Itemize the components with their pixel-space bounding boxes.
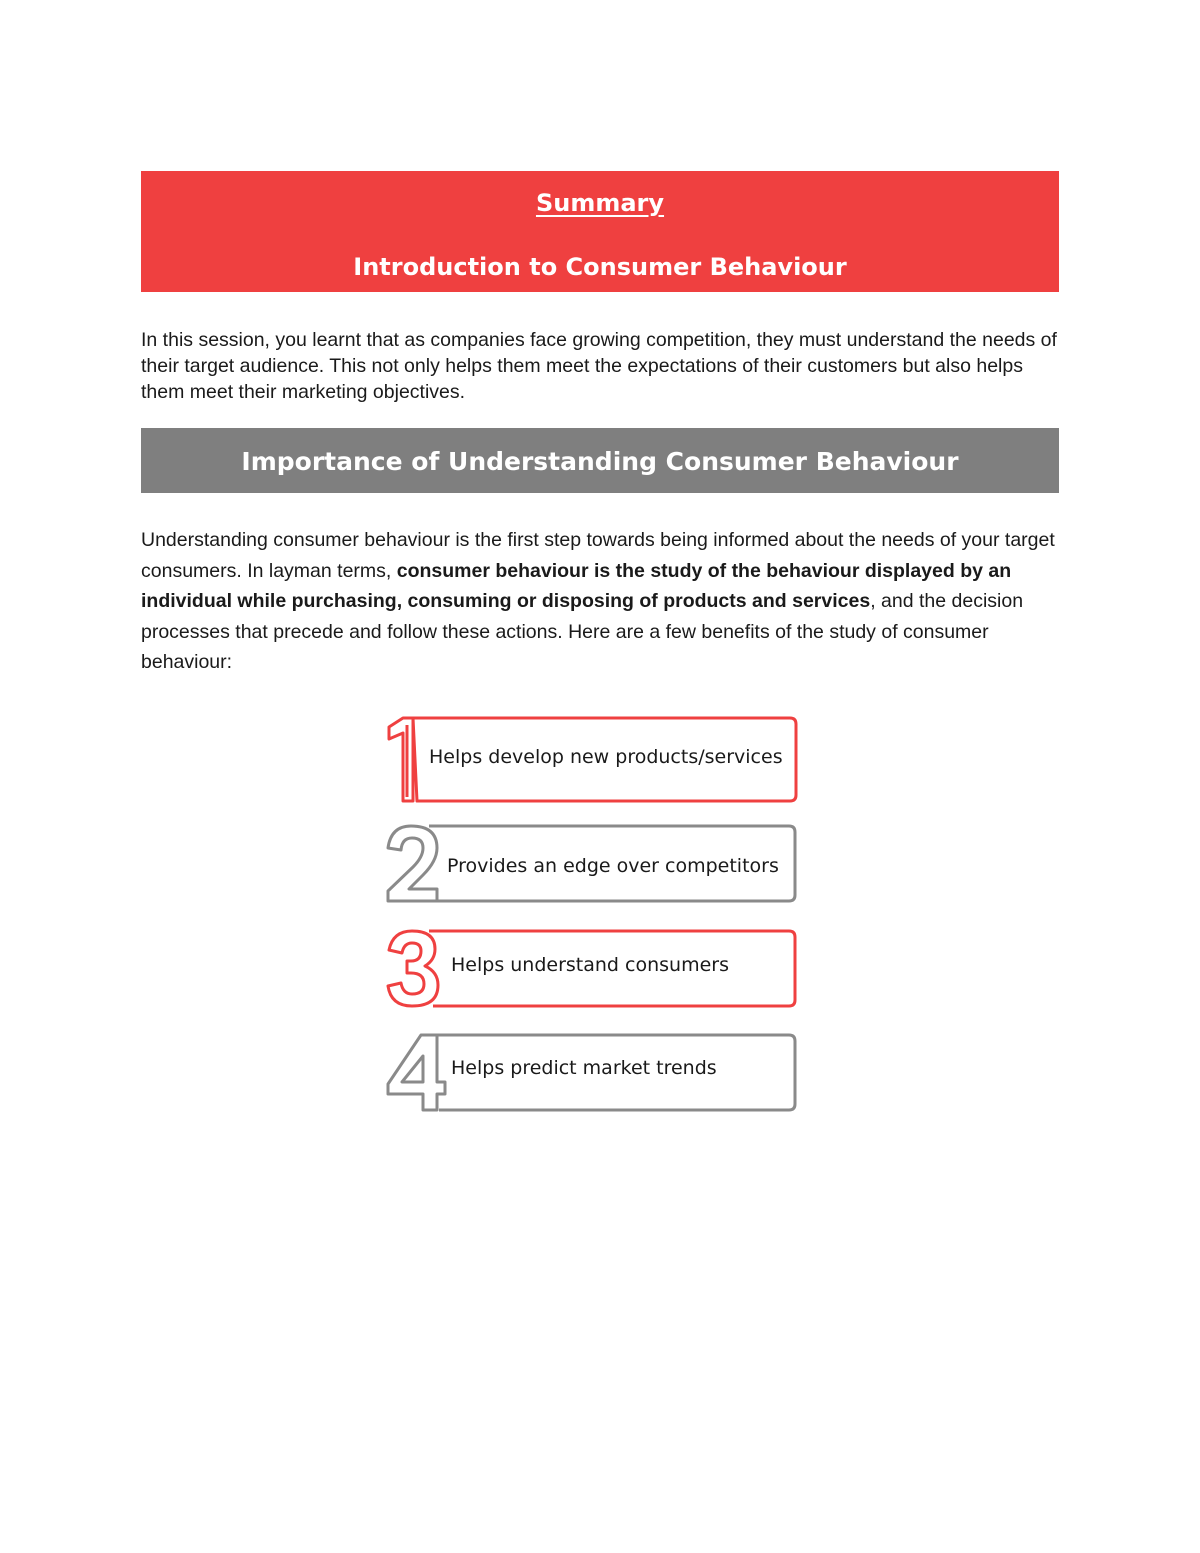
body-text-part1: Understanding consumer behaviour is the first step towards being informed about the needs of your target consumers. In layman terms,: [141, 529, 1055, 582]
body-text-part2: , and the decision processes that precede and follow these actions. Here are a few benefits of the study of consumer behaviour:: [141, 590, 1024, 673]
benefit-text-2: Provides an edge over competitors: [447, 855, 779, 877]
summary-header-banner: [141, 171, 1059, 292]
summary-title: Summary: [535, 189, 665, 217]
intro-paragraph: In this session, you learnt that as companies face growing competition, they must understand the needs of their target audience. This not only helps them meet the expectations of their customers but also helps them meet their marketing objectives.: [141, 329, 1057, 403]
benefit-text-3: Helps understand consumers: [451, 954, 729, 976]
benefit-item-3: [385, 928, 800, 1020]
benefit-item-1: [385, 713, 800, 805]
benefit-item-2: [385, 823, 800, 915]
benefit-item-4: [385, 1032, 800, 1124]
benefits-list: [385, 713, 800, 1113]
section-heading: Importance of Understanding Consumer Behaviour: [141, 428, 1059, 493]
body-paragraph: [141, 525, 1059, 678]
body-text-bold: consumer behaviour is the study of the behaviour displayed by an individual while purchasing, consuming or disposing of products and services: [141, 559, 1012, 612]
session-title: Introduction to Consumer Behaviour: [353, 253, 847, 281]
benefit-text-4: Helps predict market trends: [451, 1057, 717, 1079]
benefit-text-1: Helps develop new products/services: [429, 746, 783, 768]
